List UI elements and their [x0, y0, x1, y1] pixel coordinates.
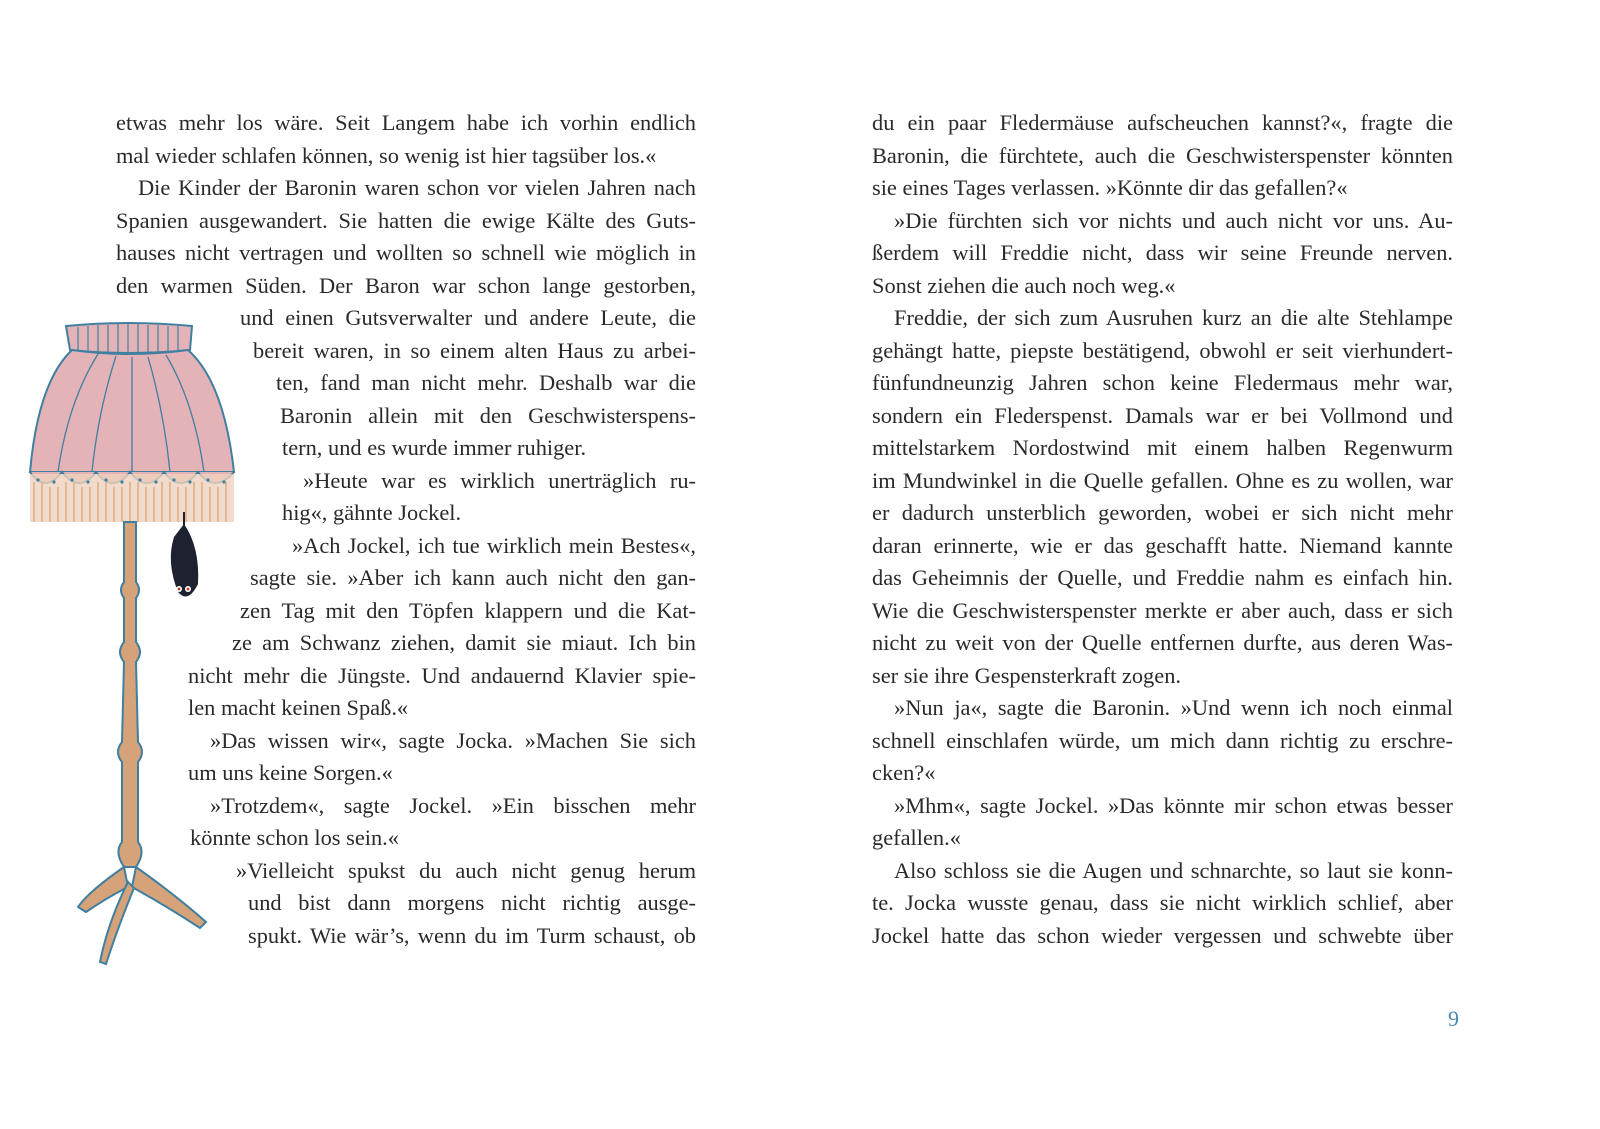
text-line: Baronin allein mit den Geschwisterspens-: [280, 403, 696, 428]
text-line: zen Tag mit den Töpfen klappern und die Kat-: [240, 598, 696, 623]
text-line: »Heute war es wirklich unerträglich ru-: [303, 468, 696, 493]
text-line: ze am Schwanz ziehen, damit sie miaut. Ich bin: [232, 630, 696, 655]
text-line: mittelstarkem Nordostwind mit einem halben Regenwurm: [872, 435, 1453, 460]
text-line: »Nun ja«, sagte die Baronin. »Und wenn ich noch einmal: [894, 695, 1453, 720]
text-line: nicht mehr die Jüngste. Und andauernd Klavier spie-: [188, 663, 696, 688]
text-line: im Mundwinkel in die Quelle gefallen. Ohne es zu wollen, war: [872, 468, 1453, 493]
text-line: du ein paar Fledermäuse aufscheuchen kannst?«, fragte die: [872, 110, 1453, 135]
text-line: schnell einschlafen würde, um mich dann richtig zu erschre-: [872, 728, 1453, 753]
text-line: Sonst ziehen die auch noch weg.«: [872, 273, 1176, 298]
text-line: ßerdem will Freddie nicht, dass wir seine Freunde nerven.: [872, 240, 1453, 265]
text-line: fünfundneunzig Jahren schon keine Fledermaus mehr war,: [872, 370, 1453, 395]
text-line: etwas mehr los wäre. Seit Langem habe ich vorhin endlich: [116, 110, 696, 135]
text-line: gehängt hatte, piepste bestätigend, obwohl er seit vierhundert-: [872, 338, 1453, 363]
text-line: Wie die Geschwisterspenster merkte er aber auch, dass er sich: [872, 598, 1453, 623]
text-line: und bist dann morgens nicht richtig ausge-: [248, 890, 696, 915]
lamp-shade-top: [66, 323, 192, 353]
text-line: Die Kinder der Baronin waren schon vor vielen Jahren nach: [138, 175, 696, 200]
text-line: »Das wissen wir«, sagte Jocka. »Machen Sie sich: [210, 728, 696, 753]
text-line: hig«, gähnte Jockel.: [282, 500, 462, 525]
text-line: sie eines Tages verlassen. »Könnte dir das gefallen?«: [872, 175, 1348, 200]
text-line: spukt. Wie wär’s, wenn du im Turm schaust, ob: [248, 923, 696, 948]
text-line: könnte schon los sein.«: [190, 825, 399, 850]
text-line: »Ach Jockel, ich tue wirklich mein Bestes«,: [292, 533, 696, 558]
floor-lamp-illustration: [28, 322, 248, 972]
text-line: daran erinnerte, wie er das geschafft hatte. Niemand kannte: [872, 533, 1453, 558]
text-line: Spanien ausgewandert. Sie hatten die ewige Kälte des Guts-: [116, 208, 696, 233]
text-line: Baronin, die fürchtete, auch die Geschwisterspenster könnten: [872, 143, 1453, 168]
right-page: [800, 0, 1600, 1129]
page-number: 9: [1448, 1006, 1459, 1031]
text-line: hauses nicht vertragen und wollten so schnell wie möglich in: [116, 240, 696, 265]
text-line: Also schloss sie die Augen und schnarchte, so laut sie konn-: [894, 858, 1453, 883]
text-line: te. Jocka wusste genau, dass sie nicht wirklich schlief, aber: [872, 890, 1453, 915]
text-line: sondern ein Flederspenst. Damals war er bei Vollmond und: [872, 403, 1453, 428]
bat-icon: [171, 512, 198, 597]
text-line: er dadurch unsterblich geworden, wobei er sich nicht mehr: [872, 500, 1453, 525]
text-line: mal wieder schlafen können, so wenig ist hier tagsüber los.«: [116, 143, 657, 168]
lamp-pole: [118, 522, 142, 867]
text-line: Jockel hatte das schon wieder vergessen und schwebte über: [872, 923, 1453, 948]
text-line: tern, und es wurde immer ruhiger.: [282, 435, 587, 460]
text-line: »Vielleicht spukst du auch nicht genug herum: [236, 858, 696, 883]
text-line: ser sie ihre Gespensterkraft zogen.: [872, 663, 1181, 688]
text-line: sagte sie. »Aber ich kann auch nicht den gan-: [250, 565, 696, 590]
text-line: »Trotzdem«, sagte Jockel. »Ein bisschen mehr: [210, 793, 696, 818]
text-line: ten, fand man nicht mehr. Deshalb war die: [276, 370, 696, 395]
text-line: bereit waren, in so einem alten Haus zu arbei-: [253, 338, 696, 363]
text-line: Freddie, der sich zum Ausruhen kurz an die alte Stehlampe: [894, 305, 1453, 330]
text-line: um uns keine Sorgen.«: [188, 760, 393, 785]
text-line: nicht zu weit von der Quelle entfernen durfte, aus deren Was-: [872, 630, 1453, 655]
text-line: cken?«: [872, 760, 936, 785]
text-line: und einen Gutsverwalter und andere Leute, die: [240, 305, 696, 330]
text-line: den warmen Süden. Der Baron war schon lange gestorben,: [116, 273, 696, 298]
text-line: das Geheimnis der Quelle, und Freddie nahm es einfach hin.: [872, 565, 1453, 590]
text-line: »Die fürchten sich vor nichts und auch nicht vor uns. Au-: [894, 208, 1453, 233]
text-line: gefallen.«: [872, 825, 961, 850]
text-line: »Mhm«, sagte Jockel. »Das könnte mir schon etwas besser: [894, 793, 1453, 818]
text-line: len macht keinen Spaß.«: [188, 695, 409, 720]
